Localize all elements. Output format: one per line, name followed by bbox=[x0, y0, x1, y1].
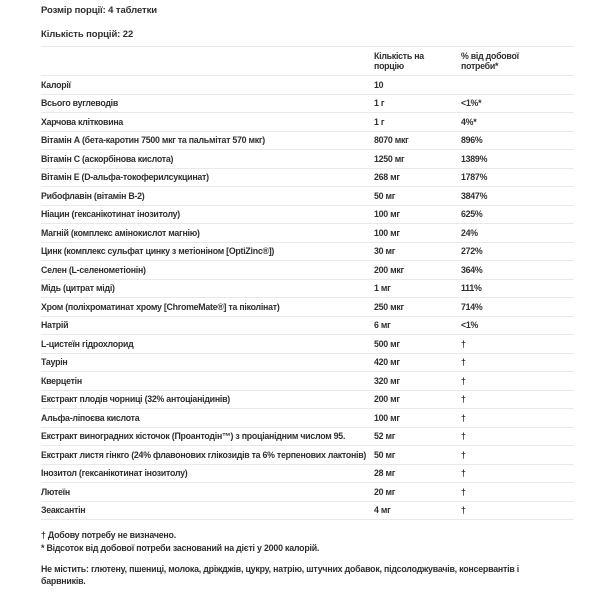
table-row bbox=[41, 390, 574, 409]
daily-value-cell: <1%* bbox=[461, 94, 574, 113]
table-row bbox=[41, 94, 574, 113]
nutrient-name-cell: Екстракт виноградних кісточок (Проантодін™) з проціанідним числом 95. bbox=[41, 427, 374, 446]
nutrient-name-cell: Вітамін С (аскорбінова кислота) bbox=[41, 150, 374, 169]
allergen-disclaimer: Не містить: глютену, пшениці, молока, дріжджів, цукру, натрію, штучних добавок, підсолоджувачів, консервантів і барвників. bbox=[41, 564, 520, 586]
table-row bbox=[41, 446, 574, 465]
table-row bbox=[41, 261, 574, 280]
nutrient-name-cell: Селен (L-селенометіонін) bbox=[41, 261, 374, 280]
daily-value-cell: <1% bbox=[461, 316, 574, 335]
table-row bbox=[41, 113, 574, 132]
daily-value-cell: † bbox=[461, 353, 574, 372]
footnote-dagger: † Добову потребу не визначено. bbox=[41, 530, 176, 540]
daily-value-cell: † bbox=[461, 335, 574, 354]
table-row bbox=[41, 464, 574, 483]
daily-value-cell: † bbox=[461, 372, 574, 391]
amount-cell: 30 мг bbox=[374, 242, 461, 261]
table-row bbox=[41, 279, 574, 298]
daily-value-cell: † bbox=[461, 390, 574, 409]
amount-cell: 6 мг bbox=[374, 316, 461, 335]
amount-cell: 250 мкг bbox=[374, 298, 461, 317]
table-row bbox=[41, 372, 574, 391]
amount-cell: 200 мг bbox=[374, 390, 461, 409]
amount-cell: 100 мг bbox=[374, 224, 461, 243]
daily-value-cell: † bbox=[461, 446, 574, 465]
nutrient-name-cell: Кверцетін bbox=[41, 372, 374, 391]
table-row bbox=[41, 224, 574, 243]
footnote-asterisk: * Відсоток від добової потреби заснований на дієті у 2000 калорій. bbox=[41, 543, 320, 553]
nutrient-name-cell: Лютеїн bbox=[41, 483, 374, 502]
nutrient-column-header bbox=[41, 47, 374, 76]
table-row bbox=[41, 150, 574, 169]
table-row bbox=[41, 501, 574, 520]
nutrient-name-cell: Ніацин (гексанікотинат інозитолу) bbox=[41, 205, 374, 224]
serving-size-line: Розмір порції: 4 таблетки bbox=[41, 5, 157, 16]
amount-cell: 4 мг bbox=[374, 501, 461, 520]
amount-cell: 1250 мг bbox=[374, 150, 461, 169]
amount-cell: 268 мг bbox=[374, 168, 461, 187]
daily-value-cell: 111% bbox=[461, 279, 574, 298]
table-row bbox=[41, 427, 574, 446]
amount-cell: 200 мкг bbox=[374, 261, 461, 280]
table-row bbox=[41, 168, 574, 187]
daily-value-cell: 1787% bbox=[461, 168, 574, 187]
nutrient-name-cell: Магній (комплекс амінокислот магнію) bbox=[41, 224, 374, 243]
amount-cell: 20 мг bbox=[374, 483, 461, 502]
amount-cell: 100 мг bbox=[374, 409, 461, 428]
nutrient-name-cell: Цинк (комплекс сульфат цинку з метіоніном [OptiZinc®]) bbox=[41, 242, 374, 261]
amount-column-header-label: Кількість на порцію bbox=[374, 50, 424, 71]
supplement-facts-table bbox=[41, 46, 574, 520]
daily-value-cell: 896% bbox=[461, 131, 574, 150]
amount-cell: 1 г bbox=[374, 113, 461, 132]
nutrient-name-cell: Інозитол (гексанікотинат інозитолу) bbox=[41, 464, 374, 483]
amount-cell: 320 мг bbox=[374, 372, 461, 391]
nutrient-name-cell: Рибофлавін (вітамін В-2) bbox=[41, 187, 374, 206]
table-row bbox=[41, 298, 574, 317]
daily-value-cell: 4%* bbox=[461, 113, 574, 132]
daily-value-column-header-label: % від добової потреби* bbox=[461, 50, 519, 71]
nutrient-name-cell: Альфа-ліпоєва кислота bbox=[41, 409, 374, 428]
daily-value-cell: † bbox=[461, 409, 574, 428]
daily-value-cell: † bbox=[461, 464, 574, 483]
nutrient-name-cell: Мідь (цитрат міді) bbox=[41, 279, 374, 298]
daily-value-cell: † bbox=[461, 483, 574, 502]
amount-cell: 8070 мкг bbox=[374, 131, 461, 150]
nutrient-name-cell: Екстракт плодів чорниці (32% антоціанідинів) bbox=[41, 390, 374, 409]
amount-cell: 1 мг bbox=[374, 279, 461, 298]
daily-value-cell bbox=[461, 76, 574, 95]
servings-per-container-line: Кількість порцій: 22 bbox=[41, 29, 134, 40]
nutrient-name-cell: Харчова клітковина bbox=[41, 113, 374, 132]
nutrient-name-cell: Вітамін А (бета-каротин 7500 мкг та пальмітат 570 мкг) bbox=[41, 131, 374, 150]
supplement-table-head bbox=[41, 47, 574, 76]
table-row bbox=[41, 483, 574, 502]
table-row bbox=[41, 409, 574, 428]
amount-cell: 420 мг bbox=[374, 353, 461, 372]
amount-column-header bbox=[374, 47, 461, 76]
nutrient-name-cell: Екстракт листя гінкго (24% флавонових глікозидів та 6% терпенових лактонів) bbox=[41, 446, 374, 465]
daily-value-cell: 625% bbox=[461, 205, 574, 224]
table-row bbox=[41, 76, 574, 95]
amount-cell: 28 мг bbox=[374, 464, 461, 483]
supplement-table-body bbox=[41, 76, 574, 520]
daily-value-cell: 714% bbox=[461, 298, 574, 317]
daily-value-cell: 364% bbox=[461, 261, 574, 280]
nutrient-name-cell: Таурін bbox=[41, 353, 374, 372]
nutrient-name-cell: Зеаксантін bbox=[41, 501, 374, 520]
table-row bbox=[41, 205, 574, 224]
table-header-row bbox=[41, 47, 574, 76]
nutrient-name-cell: Натрій bbox=[41, 316, 374, 335]
daily-value-cell: 1389% bbox=[461, 150, 574, 169]
footnotes-block bbox=[41, 529, 574, 555]
amount-cell: 500 мг bbox=[374, 335, 461, 354]
daily-value-cell: 24% bbox=[461, 224, 574, 243]
nutrient-name-cell: Всього вуглеводів bbox=[41, 94, 374, 113]
daily-value-column-header bbox=[461, 47, 574, 76]
nutrient-name-cell: Калорії bbox=[41, 76, 374, 95]
table-row bbox=[41, 242, 574, 261]
daily-value-cell: † bbox=[461, 427, 574, 446]
nutrient-name-cell: L-цистеїн гідрохлорид bbox=[41, 335, 374, 354]
daily-value-cell: † bbox=[461, 501, 574, 520]
nutrient-name-cell: Хром (поліхроматинат хрому [ChromeMate®] та піколінат) bbox=[41, 298, 374, 317]
amount-cell: 10 bbox=[374, 76, 461, 95]
table-row bbox=[41, 131, 574, 150]
daily-value-cell: 3847% bbox=[461, 187, 574, 206]
nutrient-name-cell: Вітамін Е (D-альфа-токоферилсукцинат) bbox=[41, 168, 374, 187]
amount-cell: 50 мг bbox=[374, 187, 461, 206]
amount-cell: 50 мг bbox=[374, 446, 461, 465]
table-row bbox=[41, 316, 574, 335]
table-row bbox=[41, 353, 574, 372]
daily-value-cell: 272% bbox=[461, 242, 574, 261]
amount-cell: 100 мг bbox=[374, 205, 461, 224]
table-row bbox=[41, 335, 574, 354]
table-row bbox=[41, 187, 574, 206]
amount-cell: 1 г bbox=[374, 94, 461, 113]
amount-cell: 52 мг bbox=[374, 427, 461, 446]
